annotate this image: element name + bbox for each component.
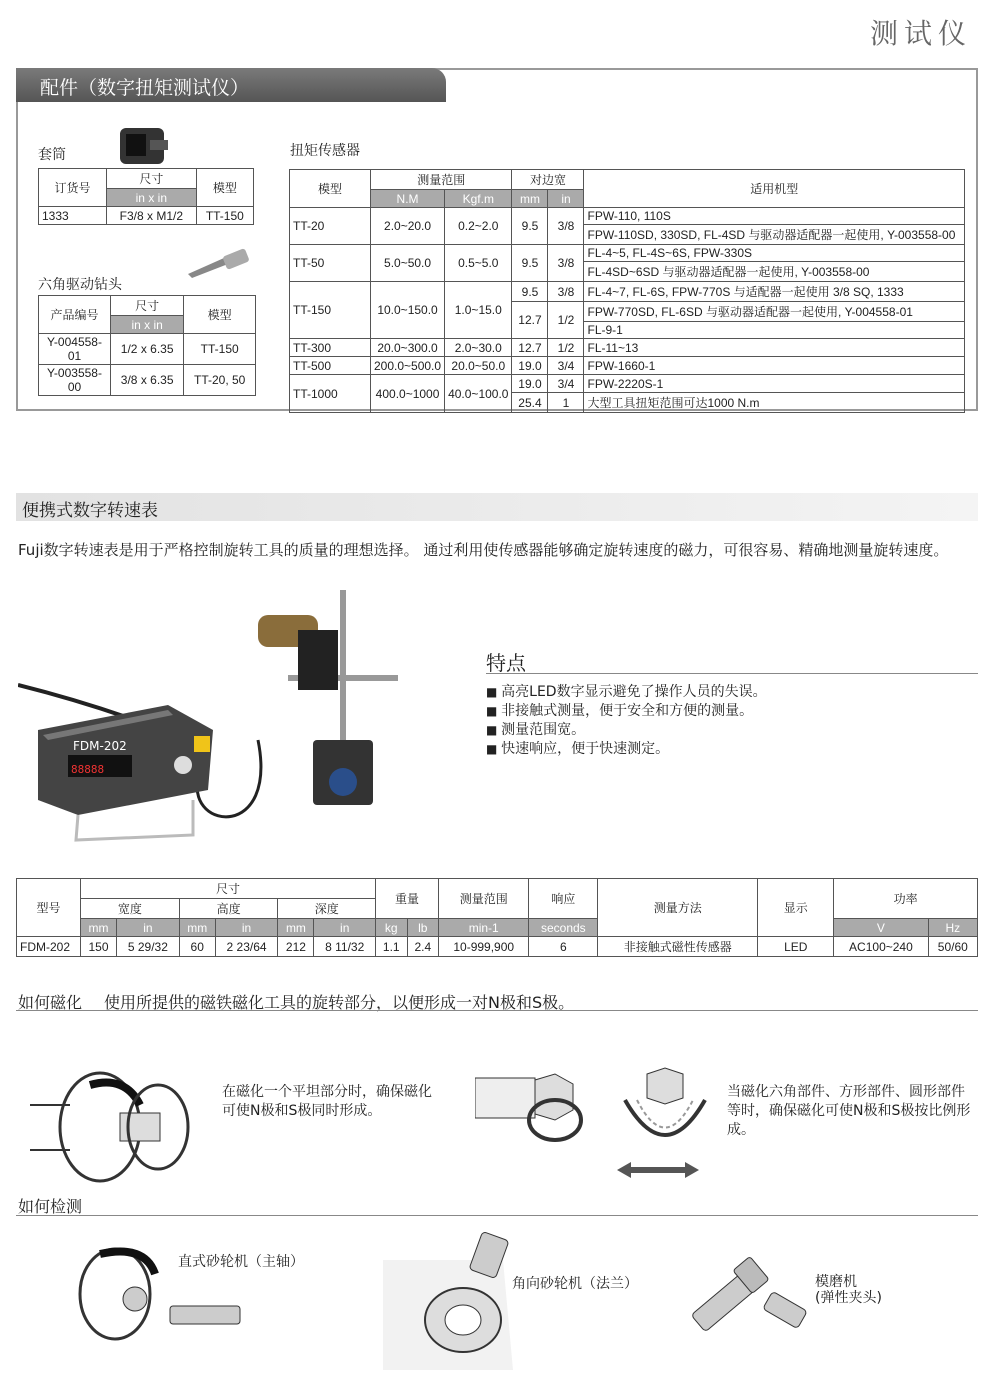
socket-label: 套筒 [38, 147, 66, 163]
list-item: ■ 高亮LED数字显示避免了操作人员的失误。 [486, 683, 767, 702]
die-grinder-illustration [680, 1250, 820, 1345]
sensor-table: 模型 测量范围 对边宽 适用机型 N.M Kgf.m mm in TT-20 2.0~20.0 0.2~2.0 9.5 3/8 FPW-110, 110S FPW-110SD, 330SD, FL-4SD 与驱动器适配器一起使用, Y-003558-00 TT-50 5.0~50.0 0.5~5.0 9.5 3/8 FL-4~5, FL-4S~6S, FPW-330S FL-4SD~6SD 与驱动器适配器一起使用, Y-003558-00 TT-150 10.0~150.0 1.0~15.0 9.5 3/8 FL-4~7, FL-6S, FPW-770S 与适配器一起使用 3/8 SQ, 1333 12.7 1/2 FPW-770SD, FL-6SD 与驱动器适配器一起使用, Y-004558-01 FL-9-1 TT-300 20.0~300.0 2.0~30.0 12.7 1/2 FL-11~13 TT-500 200.0~500.0 20.0~50.0 19.0 3/4 FPW-1660-1 TT-1000 400.0~1000 40.0~100.0 19.0 3/4 FPW-2220S-1 25.4 1 大型工具扭矩范围可达1000 N.m [289, 169, 965, 413]
table-row: TT-150 10.0~150.0 1.0~15.0 9.5 3/8 FL-4~7, FL-6S, FPW-770S 与适配器一起使用 3/8 SQ, 1333 [290, 282, 965, 302]
features-divider [486, 673, 978, 674]
table-row: FDM-202 150 5 29/32 60 2 23/64 212 8 11/32 1.1 2.4 10-999,900 6 非接触式磁性传感器 LED AC100~240 50/60 [17, 937, 978, 957]
detect-title: 如何检测 [18, 1197, 83, 1216]
tachometer-image [18, 590, 398, 845]
detect-die-grinder-collet: (弹性夹头) [815, 1290, 882, 1306]
table-row: 1333 F3/8 x M1/2 TT-150 [39, 207, 254, 225]
table-row: TT-1000 400.0~1000 40.0~100.0 19.0 3/4 FPW-2220S-1 [290, 375, 965, 393]
table-row: TT-500 200.0~500.0 20.0~50.0 19.0 3/4 FPW-1660-1 [290, 357, 965, 375]
table-row: TT-300 20.0~300.0 2.0~30.0 12.7 1/2 FL-11~13 [290, 339, 965, 357]
magnetize-divider [16, 1010, 978, 1011]
magnetize-title: 如何磁化 [18, 993, 83, 1012]
hex-bit-label: 六角驱动钻头 [38, 277, 122, 293]
socket-table: 订货号 尺寸 模型 in x in 1333 F3/8 x M1/2 TT-150 [38, 168, 254, 225]
list-item: ■ 快速响应，便于快速测定。 [486, 740, 767, 759]
features-title: 特点 [486, 651, 526, 675]
magnetize-description: 使用所提供的磁铁磁化工具的旋转部分，以便形成一对N极和S极。 [104, 993, 575, 1012]
device-label: FDM-202 [73, 739, 127, 753]
list-item: ■ 测量范围宽。 [486, 721, 767, 740]
hex-bit-image [184, 248, 254, 282]
detect-angle-grinder: 角向砂轮机（法兰） [512, 1276, 638, 1292]
spec-table: 型号 尺寸 重量 测量范围 响应 测量方法 显示 功率 宽度 高度 深度 mm in mm in mm in kg lb min-1 seconds V Hz FDM-202 150 5 29/32 60 2 23/64 212 8 11/32 1.1 2.4 10-999,900 6 非接触式磁性传感器 LED AC100~240 50/60 [16, 878, 978, 957]
hex-bit-table: 产品编号 尺寸 模型 in x in Y-004558-01 1/2 x 6.35 TT-150 Y-003558-00 3/8 x 6.35 TT-20, 50 [38, 295, 256, 396]
panel-title: 配件（数字扭矩测试仪） [16, 68, 446, 102]
magnetize-hex-illustration [475, 1060, 715, 1185]
sensor-label: 扭矩传感器 [290, 143, 360, 159]
detect-divider [16, 1215, 978, 1216]
detect-straight-grinder: 直式砂轮机（主轴） [178, 1254, 304, 1270]
detect-die-grinder: 模磨机 [815, 1274, 857, 1290]
tacho-description: Fuji数字转速表是用于严格控制旋转工具的质量的理想选择。 通过利用使传感器能够确定旋转速度的磁力，可很容易、精确地测量旋转速度。 [18, 541, 949, 559]
angle-grinder-illustration [383, 1230, 513, 1370]
magnetize-note-2: 当磁化六角部件、方形部件、圆形部件等时，确保磁化可使N极和S极按比例形成。 [727, 1084, 971, 1138]
features-list [486, 683, 767, 759]
table-row: Y-003558-00 3/8 x 6.35 TT-20, 50 [39, 365, 256, 396]
page-title: 测试仪 [869, 17, 972, 50]
tacho-section-title: 便携式数字转速表 [16, 493, 978, 521]
magnetize-note-1: 在磁化一个平坦部分时，确保磁化可使N极和S极同时形成。 [222, 1084, 432, 1119]
socket-image [112, 122, 172, 170]
table-row: Y-004558-01 1/2 x 6.35 TT-150 [39, 334, 256, 365]
table-row: TT-50 5.0~50.0 0.5~5.0 9.5 3/8 FL-4~5, FL-4S~6S, FPW-330S [290, 245, 965, 262]
table-row: TT-20 2.0~20.0 0.2~2.0 9.5 3/8 FPW-110, 110S [290, 208, 965, 225]
svg-text:88888: 88888 [71, 763, 105, 776]
list-item: ■ 非接触式测量，便于安全和方便的测量。 [486, 702, 767, 721]
magnetize-flat-illustration [30, 1065, 210, 1185]
